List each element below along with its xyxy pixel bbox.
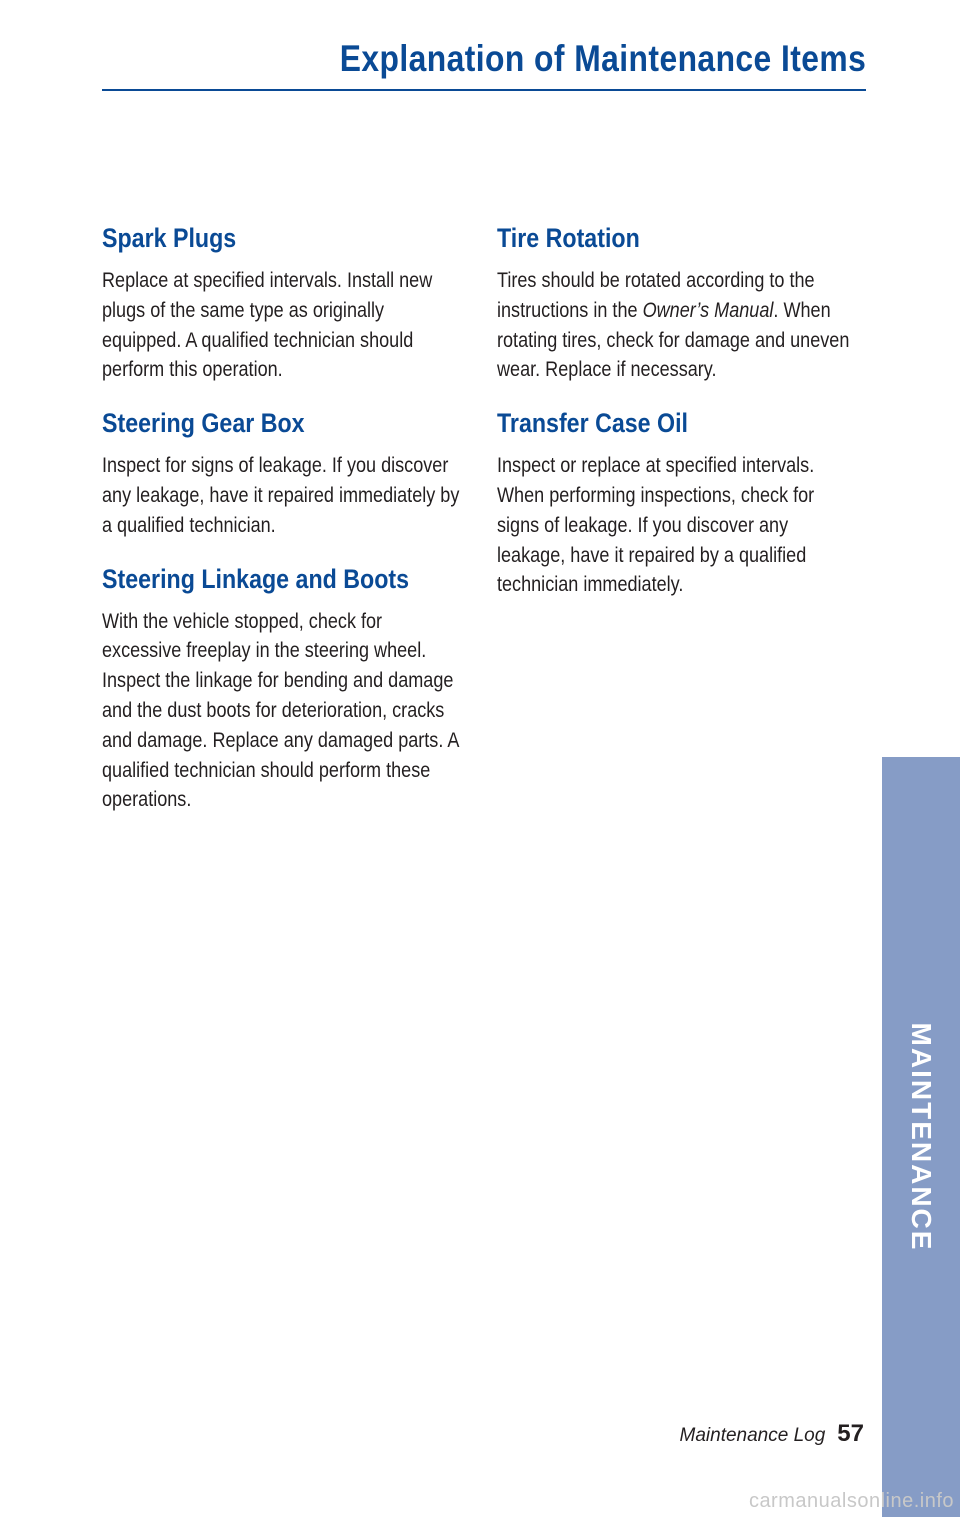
left-column — [102, 220, 464, 835]
section-heading: Spark Plugs — [102, 223, 237, 253]
section-heading: Transfer Case Oil — [497, 408, 689, 439]
section-tire-rotation — [497, 220, 859, 385]
section-steering-linkage-and-boots — [102, 561, 464, 816]
body-text: . When rotating tires, check for damage and uneven wear. Replace if necessary. — [497, 298, 850, 382]
page-title: Explanation of Maintenance Items — [339, 38, 866, 79]
section-body — [497, 266, 858, 385]
section-steering-gear-box — [102, 405, 464, 540]
section-spark-plugs — [102, 220, 464, 385]
side-tab-label: MAINTENANCE — [906, 1022, 937, 1252]
watermark: carmanualsonline.info — [748, 1490, 954, 1512]
section-heading: Tire Rotation — [497, 223, 640, 253]
section-body: Inspect for signs of leakage. If you discover any leakage, have it repaired immediately by a qualified technician. — [102, 454, 460, 537]
page-footer — [680, 1420, 864, 1448]
body-text: Tires should be rotated according to the instructions in the — [497, 269, 815, 322]
manual-title: Owner’s Manual — [642, 298, 774, 322]
section-body: Inspect or replace at specified intervals. When performing inspections, check for signs of leakage. If you discover any leakage, have it repaired by a qualified technician immediately. — [497, 454, 815, 597]
right-column — [497, 220, 859, 620]
section-body: With the vehicle stopped, check for excessive freeplay in the steering wheel. Inspect the linkage for bending and damage and the dust boots for deterioration, cracks and damage. Replace any damaged parts. A qualified technician should perform these operations. — [102, 609, 459, 812]
title-divider — [102, 89, 866, 91]
section-heading: Steering Linkage and Boots — [102, 563, 410, 594]
section-transfer-case-oil — [497, 405, 859, 600]
page-number: 57 — [837, 1420, 864, 1447]
section-body: Replace at specified intervals. Install new plugs of the same type as originally equipped. A qualified technician should perform this operation. — [102, 269, 433, 382]
section-heading: Steering Gear Box — [102, 408, 305, 439]
maintenance-side-tab — [882, 757, 960, 1517]
footer-label: Maintenance Log — [679, 1425, 826, 1446]
